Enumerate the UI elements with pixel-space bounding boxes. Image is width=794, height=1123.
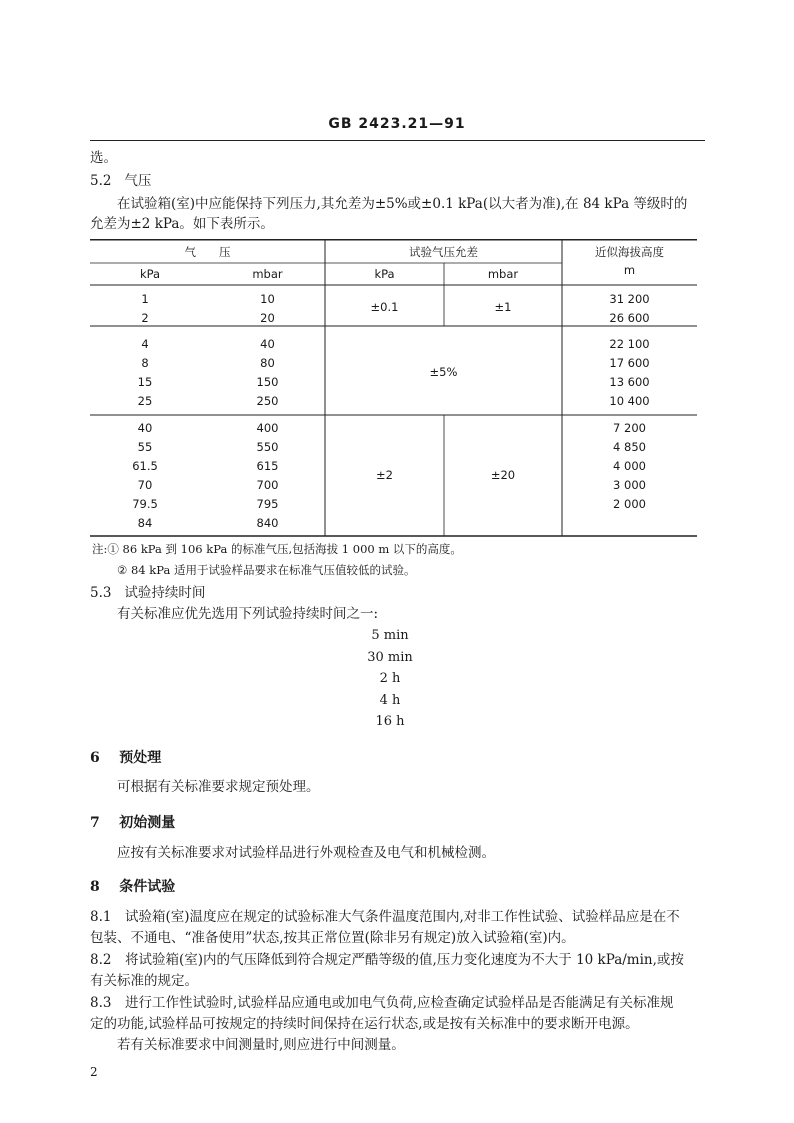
table-cell: 250 xyxy=(256,394,279,408)
section-title: 试验持续时间 xyxy=(124,585,206,601)
group1-mbar-column xyxy=(210,290,325,328)
document-header: GB 2423.21—91 xyxy=(328,116,466,132)
duration-list xyxy=(300,625,480,733)
table-cell: 13 600 xyxy=(609,375,650,389)
table-note-2: ② 84 kPa 适用于试验样品要求在标准气压值较低的试验。 xyxy=(117,563,416,577)
section-number: 6 xyxy=(90,750,100,766)
header-altitude: 近似海拔高度 xyxy=(595,245,664,259)
section-5-2-heading xyxy=(90,171,151,191)
table-cell: 40 xyxy=(137,421,153,435)
section-title: 初始测量 xyxy=(119,815,176,831)
clause-8-3-line2: 定的功能,试验样品可按规定的持续时间保持在运行状态,或是按有关标准中的要求断开电源。 xyxy=(90,1016,639,1032)
group2-kpa-column xyxy=(90,335,200,411)
clause-8-3-line1: 8.3 进行工作性试验时,试验样品应通电或加电气负荷,应检查确定试验样品是否能满足有关标准规 xyxy=(90,995,674,1011)
header-tolerance: 试验气压允差 xyxy=(409,245,478,259)
group3-kpa-column xyxy=(90,419,200,533)
table-cell: 8 xyxy=(141,356,149,370)
header-rule xyxy=(90,140,705,141)
section-6-heading xyxy=(90,747,161,767)
section-5-2-para-line1: 在试验箱(室)中应能保持下列压力,其允差为±5%或±0.1 kPa(以大者为准),在 84 kPa 等级时的 xyxy=(117,196,688,212)
section-8-heading xyxy=(90,876,175,896)
table-cell: 17 600 xyxy=(609,356,650,370)
table-cell: 840 xyxy=(256,516,279,530)
table-cell: 700 xyxy=(256,478,279,492)
table-cell: 1 xyxy=(141,292,149,306)
group3-tol-mbar: ±20 xyxy=(490,468,516,482)
list-item: 2 h xyxy=(379,671,401,686)
section-number: 8 xyxy=(90,879,100,895)
table-cell: 4 850 xyxy=(613,440,646,454)
section-title: 条件试验 xyxy=(119,879,176,895)
group1-tol-kpa: ±0.1 xyxy=(370,300,399,314)
table-cell: 61.5 xyxy=(132,459,158,473)
table-cell: 25 xyxy=(137,394,153,408)
table-cell: 26 600 xyxy=(609,311,650,325)
table-cell: 3 000 xyxy=(613,478,646,492)
header-kpa: kPa xyxy=(139,267,161,281)
pressure-table xyxy=(90,239,697,537)
section-7-heading xyxy=(90,812,175,832)
group1-tol-mbar: ±1 xyxy=(494,300,512,314)
section-title: 气压 xyxy=(124,173,152,189)
section-6-para: 可根据有关标准要求规定预处理。 xyxy=(117,779,320,795)
header-altitude-unit: m xyxy=(623,263,636,277)
table-cell: 15 xyxy=(137,375,153,389)
table-cell: 2 xyxy=(141,311,149,325)
table-cell: 10 400 xyxy=(609,394,650,408)
group3-mbar-column xyxy=(210,419,325,533)
table-cell: 84 xyxy=(137,516,153,530)
table-cell: 4 000 xyxy=(613,459,646,473)
table-cell: 10 xyxy=(260,292,275,306)
table-note-1: 注:① 86 kPa 到 106 kPa 的标准气压,包括海拔 1 000 m 以下的高度。 xyxy=(92,542,462,556)
table-cell: 22 100 xyxy=(609,337,650,351)
table-cell: 20 xyxy=(260,311,275,325)
table-cell: 795 xyxy=(256,497,279,511)
list-item: 4 h xyxy=(379,692,401,708)
section-title: 预处理 xyxy=(119,750,162,766)
section-number: 7 xyxy=(90,815,100,831)
intro-tail: 选。 xyxy=(90,150,117,166)
group3-altitude-column xyxy=(562,419,697,514)
table-cell: 400 xyxy=(256,421,279,435)
section-5-3-heading xyxy=(90,583,205,603)
header-pressure: 气 压 xyxy=(184,245,231,259)
table-cell: 79.5 xyxy=(132,497,158,511)
group1-altitude-column xyxy=(562,290,697,328)
page-number: 2 xyxy=(90,1065,98,1079)
list-item: 30 min xyxy=(367,649,413,665)
section-5-3-para: 有关标准应优先选用下列试验持续时间之一: xyxy=(117,606,379,622)
clause-8-2-line2: 有关标准的规定。 xyxy=(90,973,198,989)
table-cell: 7 200 xyxy=(613,421,646,435)
header-tol-kpa: kPa xyxy=(374,267,395,281)
clause-8-2-line1: 8.2 将试验箱(室)内的气压降低到符合规定严酷等级的值,压力变化速度为不大于 10 kPa/min,或按 xyxy=(90,952,684,968)
header-tol-mbar: mbar xyxy=(487,267,519,281)
table-cell: 550 xyxy=(256,440,279,454)
group2-altitude-column xyxy=(562,335,697,411)
table-cell: 2 000 xyxy=(613,497,646,511)
table-cell: 31 200 xyxy=(609,292,650,306)
list-item: 5 min xyxy=(371,628,409,643)
table-cell: 150 xyxy=(256,375,279,389)
table-cell: 55 xyxy=(137,440,153,454)
table-cell: 4 xyxy=(141,337,149,351)
section-number: 5.2 xyxy=(90,173,112,189)
header-mbar: mbar xyxy=(252,267,283,281)
list-item: 16 h xyxy=(375,714,405,729)
section-number: 5.3 xyxy=(90,585,112,601)
table-cell: 40 xyxy=(260,337,275,351)
table-cell: 70 xyxy=(137,478,153,492)
table-cell: 615 xyxy=(256,459,279,473)
section-7-para: 应按有关标准要求对试验样品进行外观检查及电气和机械检测。 xyxy=(117,845,495,861)
clause-8-1-line1: 8.1 试验箱(室)温度应在规定的试验标准大气条件温度范围内,对非工作性试验、试验样品应是在不 xyxy=(90,909,680,925)
group2-mbar-column xyxy=(210,335,325,411)
group3-tol-kpa: ±2 xyxy=(376,468,393,482)
group2-tolerance: ±5% xyxy=(429,365,458,379)
clause-8-1-line2: 包装、不通电、“准备使用”状态,按其正常位置(除非另有规定)放入试验箱(室)内。 xyxy=(90,930,575,946)
section-5-2-para-line2: 允差为±2 kPa。如下表所示。 xyxy=(90,216,274,232)
group1-kpa-column xyxy=(90,290,200,328)
clause-8-3-line3: 若有关标准要求中间测量时,则应进行中间测量。 xyxy=(117,1037,405,1053)
table-cell: 80 xyxy=(260,356,275,370)
